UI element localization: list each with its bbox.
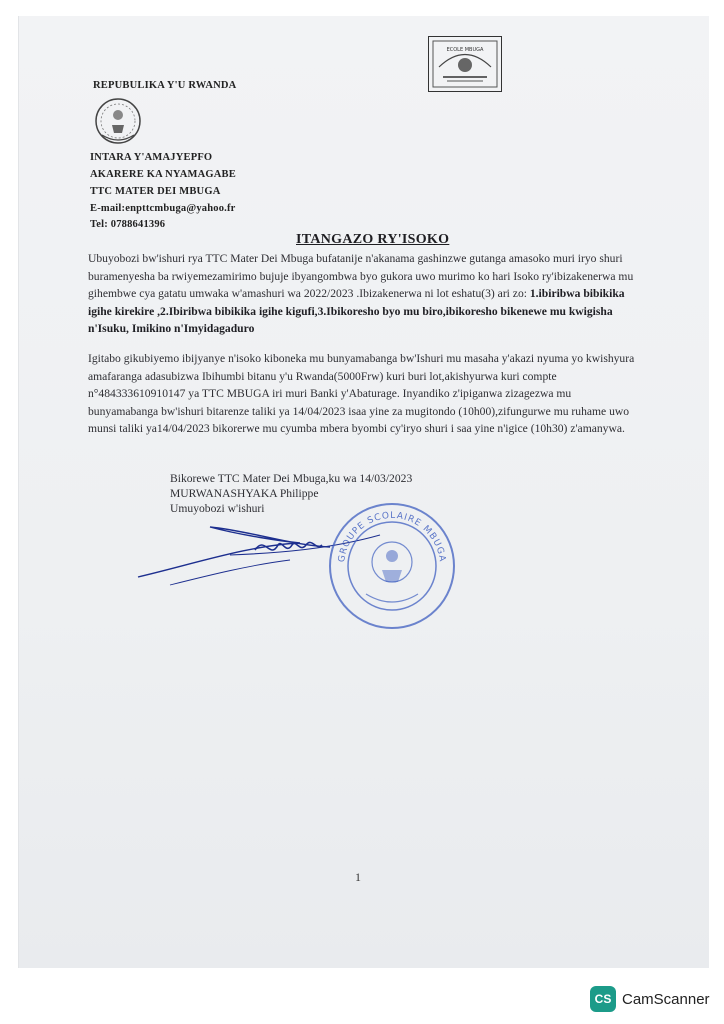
page-number: 1 (355, 870, 361, 884)
school-logo (428, 36, 502, 92)
camscanner-watermark (590, 986, 710, 1012)
header-school: TTC MATER DEI MBUGA (90, 186, 221, 197)
school-logo-emblem-icon (429, 37, 501, 91)
document-title: ITANGAZO RY'ISOKO (296, 232, 450, 247)
header-republic: REPUBULIKA Y'U RWANDA (93, 80, 237, 91)
camscanner-logo-icon: CS (590, 986, 616, 1012)
paragraph-1-lots: 1.ibiribwa bibikika igihe kirekire ,2.Ibiribwa bibikika igihe kigufi,3.Ibikoresho byo mu biro,ibikoresho bikenewe mu kwigisha n'Isuku, Imikino n'Imyidagaduro (88, 287, 625, 335)
header-email: E-mail:enpttcmbuga@yahoo.fr (90, 203, 236, 214)
svg-text:ECOLE MBUGA: ECOLE MBUGA (446, 47, 484, 53)
rwanda-coat-of-arms (90, 95, 146, 147)
header-phone: Tel: 0788641396 (90, 219, 166, 230)
header-province: INTARA Y'AMAJYEPFO (90, 152, 213, 163)
header-district: AKARERE KA NYAMAGABE (90, 169, 236, 180)
coat-of-arms-icon (90, 95, 146, 147)
stamp-text: GROUPE SCOLAIRE MBUGA (337, 510, 447, 564)
paragraph-1 (88, 250, 638, 338)
paragraph-1-text: Ubuyobozi bw'ishuri rya TTC Mater Dei Mbuga bufatanije n'akanama gashinzwe gutanga amasoko muri iryo shuri buramenyesha ba rwiyemezamirimo bujuje ibyangombwa byo gukora uwo murimo ko hari Isoko ry'ibizakenerwa mu gihembwe cya gatatu umwaka w'amashuri wa 2022/2023 .Ibizakenerwa ni lot eshatu(3) ari zo: (88, 252, 634, 300)
signature-role: Umuyobozi w'ishuri (170, 502, 265, 515)
paragraph-2: Igitabo gikubiyemo ibijyanye n'isoko kiboneka mu bunyamabanga bw'Ishuri mu masaha y'akazi nyuma yo kwishyura amafaranga adasubizwa Ibihumbi bitanu y'u Rwanda(5000Frw) kuri buri lot,akishyurwa kuri compte n°484333610910147 ya TTC MBUGA iri muri Banki y'Abaturage. Inyandiko z'ipiganwa zizagezwa mu bunyamabanga bw'ishuri bitarenze taliki ya 14/04/2023 isaa yine za mugitondo (10h00),zifungurwe mu ruhame uwo munsi taliki ya14/04/2023 bikorerwe mu cyumba mbera byombi cy'iryo shuri i saa yine n'igice (10h30) z'amanywa. (88, 352, 635, 435)
signature-place-date: Bikorewe TTC Mater Dei Mbuga,ku wa 14/03/2023 (170, 472, 413, 485)
signature-name: MURWANASHYAKA Philippe (170, 487, 319, 500)
official-stamp (322, 498, 462, 630)
stamp-seal-icon (322, 498, 462, 630)
camscanner-brand: CamScanner (622, 990, 710, 1008)
